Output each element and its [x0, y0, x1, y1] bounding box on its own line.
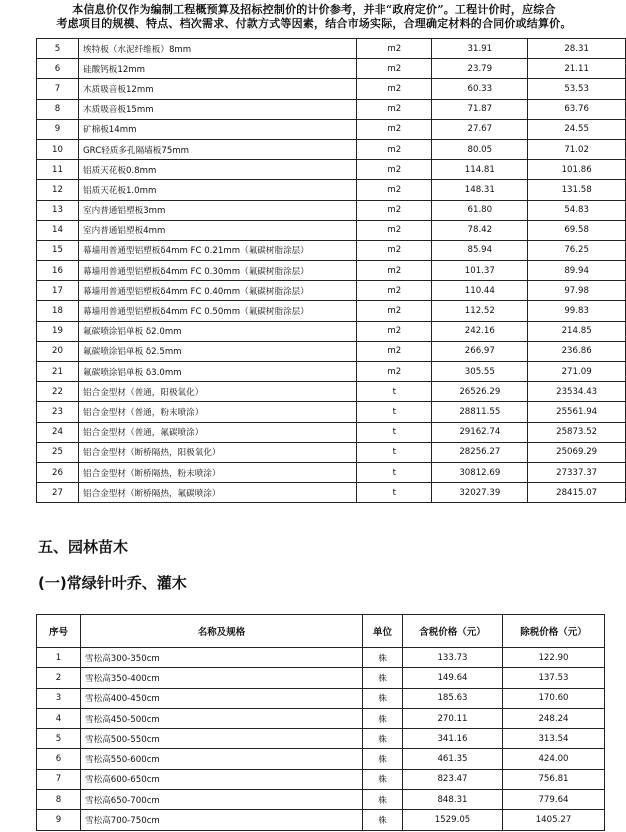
row-number: 8	[37, 790, 81, 810]
tax-price: 27.67	[432, 119, 528, 139]
notax-price: 63.76	[528, 99, 626, 119]
row-number: 7	[37, 769, 81, 789]
tax-price: 305.55	[432, 362, 528, 382]
table-row	[37, 708, 605, 728]
table-row	[37, 688, 605, 708]
tax-price: 114.81	[432, 160, 528, 180]
table-row	[37, 402, 626, 422]
unit: 株	[363, 648, 403, 668]
notax-price: 137.53	[503, 668, 605, 688]
unit: m2	[357, 180, 432, 200]
item-name: GRC轻质多孔隔墙板75mm	[79, 139, 357, 159]
notax-price: 214.85	[528, 321, 626, 341]
row-number: 25	[37, 442, 79, 462]
unit: m2	[357, 301, 432, 321]
unit: m2	[357, 79, 432, 99]
unit: m2	[357, 220, 432, 240]
tax-price: 80.05	[432, 139, 528, 159]
unit: m2	[357, 59, 432, 79]
row-number: 7	[37, 79, 79, 99]
notax-price: 24.55	[528, 119, 626, 139]
item-name: 室内普通铝塑板3mm	[79, 200, 357, 220]
row-number: 8	[37, 99, 79, 119]
row-number: 3	[37, 688, 81, 708]
table-row	[37, 200, 626, 220]
notax-price: 97.98	[528, 281, 626, 301]
row-number: 23	[37, 402, 79, 422]
table-row	[37, 668, 605, 688]
notax-price: 25069.29	[528, 442, 626, 462]
item-name: 氟碳喷涂铝单板 δ3.0mm	[79, 362, 357, 382]
item-name: 木质吸音板15mm	[79, 99, 357, 119]
notax-price: 76.25	[528, 240, 626, 260]
notax-price: 54.83	[528, 200, 626, 220]
notax-price: 69.58	[528, 220, 626, 240]
unit: m2	[357, 261, 432, 281]
item-name: 铝合金型材（普通，阳极氧化）	[79, 382, 357, 402]
nursery-price-table	[36, 614, 605, 831]
tax-price: 266.97	[432, 341, 528, 361]
row-number: 6	[37, 59, 79, 79]
table-row	[37, 769, 605, 789]
unit: 株	[363, 729, 403, 749]
row-number: 21	[37, 362, 79, 382]
table-row	[37, 790, 605, 810]
item-name: 铝合金型材（普通，粉末喷涂）	[79, 402, 357, 422]
notax-price: 779.64	[503, 790, 605, 810]
unit: t	[357, 462, 432, 482]
table-row	[37, 483, 626, 503]
tax-price: 133.73	[403, 648, 503, 668]
item-name: 雪松高300-350cm	[81, 648, 363, 668]
row-number: 1	[37, 648, 81, 668]
unit: m2	[357, 341, 432, 361]
tax-price: 30812.69	[432, 462, 528, 482]
tax-price: 78.42	[432, 220, 528, 240]
row-number: 17	[37, 281, 79, 301]
tax-price: 71.87	[432, 99, 528, 119]
item-name: 雪松高450-500cm	[81, 708, 363, 728]
notax-price: 271.09	[528, 362, 626, 382]
notax-price: 53.53	[528, 79, 626, 99]
tax-price: 110.44	[432, 281, 528, 301]
tax-price: 148.31	[432, 180, 528, 200]
tax-price: 28256.27	[432, 442, 528, 462]
table-row	[37, 729, 605, 749]
item-name: 铝质天花板1.0mm	[79, 180, 357, 200]
notax-price: 122.90	[503, 648, 605, 668]
notax-price: 89.94	[528, 261, 626, 281]
row-number: 26	[37, 462, 79, 482]
row-number: 2	[37, 668, 81, 688]
unit: 株	[363, 769, 403, 789]
unit: m2	[357, 321, 432, 341]
table-row	[37, 261, 626, 281]
item-name: 铝合金型材（断桥隔热，粉末喷涂）	[79, 462, 357, 482]
unit: m2	[357, 362, 432, 382]
table-row	[37, 321, 626, 341]
table-row	[37, 119, 626, 139]
notax-price: 424.00	[503, 749, 605, 769]
header-unit: 单位	[363, 615, 403, 648]
item-name: 幕墙用普通型铝塑板δ4mm FC 0.40mm（氟碳树脂涂层）	[79, 281, 357, 301]
notax-price: 27337.37	[528, 462, 626, 482]
tax-price: 242.16	[432, 321, 528, 341]
item-name: 幕墙用普通型铝塑板δ4mm FC 0.21mm（氟碳树脂涂层）	[79, 240, 357, 260]
row-number: 9	[37, 810, 81, 830]
notice-line-2: 考虑项目的规模、特点、档次需求、付款方式等因素，结合市场实际，合理确定材料的合同价或结算价。	[56, 17, 572, 30]
notax-price: 71.02	[528, 139, 626, 159]
tax-price: 112.52	[432, 301, 528, 321]
table-row	[37, 180, 626, 200]
tax-price: 270.11	[403, 708, 503, 728]
row-number: 13	[37, 200, 79, 220]
notax-price: 313.54	[503, 729, 605, 749]
unit: m2	[357, 99, 432, 119]
item-name: 矿棉板14mm	[79, 119, 357, 139]
row-number: 14	[37, 220, 79, 240]
tax-price: 461.35	[403, 749, 503, 769]
notax-price: 248.24	[503, 708, 605, 728]
item-name: 铝合金型材（普通，氟碳喷涂）	[79, 422, 357, 442]
unit: t	[357, 402, 432, 422]
row-number: 4	[37, 708, 81, 728]
unit: 株	[363, 688, 403, 708]
tax-price: 29162.74	[432, 422, 528, 442]
unit: 株	[363, 810, 403, 830]
table-row	[37, 442, 626, 462]
item-name: 雪松高500-550cm	[81, 729, 363, 749]
notax-price: 21.11	[528, 59, 626, 79]
header-notax-price: 除税价格（元）	[503, 615, 605, 648]
row-number: 22	[37, 382, 79, 402]
tax-price: 61.80	[432, 200, 528, 220]
table-row	[37, 139, 626, 159]
row-number: 12	[37, 180, 79, 200]
notax-price: 170.60	[503, 688, 605, 708]
item-name: 氟碳喷涂铝单板 δ2.0mm	[79, 321, 357, 341]
item-name: 室内普通铝塑板4mm	[79, 220, 357, 240]
table-row	[37, 79, 626, 99]
unit: m2	[357, 281, 432, 301]
table-row	[37, 240, 626, 260]
notax-price: 28415.07	[528, 483, 626, 503]
item-name: 雪松高700-750cm	[81, 810, 363, 830]
item-name: 雪松高350-400cm	[81, 668, 363, 688]
row-number: 16	[37, 261, 79, 281]
unit: 株	[363, 749, 403, 769]
notax-price: 1405.27	[503, 810, 605, 830]
tax-price: 341.16	[403, 729, 503, 749]
table-row	[37, 341, 626, 361]
tax-price: 60.33	[432, 79, 528, 99]
unit: m2	[357, 240, 432, 260]
item-name: 雪松高650-700cm	[81, 790, 363, 810]
table-row	[37, 422, 626, 442]
item-name: 硅酸钙板12mm	[79, 59, 357, 79]
tax-price: 23.79	[432, 59, 528, 79]
tax-price: 185.63	[403, 688, 503, 708]
row-number: 18	[37, 301, 79, 321]
tax-price: 26526.29	[432, 382, 528, 402]
header-name: 名称及规格	[81, 615, 363, 648]
unit: t	[357, 382, 432, 402]
table-row	[37, 749, 605, 769]
tax-price: 848.31	[403, 790, 503, 810]
unit: t	[357, 483, 432, 503]
tax-price: 1529.05	[403, 810, 503, 830]
unit: m2	[357, 139, 432, 159]
row-number: 11	[37, 160, 79, 180]
notax-price: 25873.52	[528, 422, 626, 442]
table-row	[37, 462, 626, 482]
table-row	[37, 362, 626, 382]
item-name: 雪松高550-600cm	[81, 749, 363, 769]
unit: 株	[363, 790, 403, 810]
table-row	[37, 281, 626, 301]
item-name: 埃特板（水泥纤维板）8mm	[79, 39, 357, 59]
item-name: 幕墙用普通型铝塑板δ4mm FC 0.30mm（氟碳树脂涂层）	[79, 261, 357, 281]
notax-price: 756.81	[503, 769, 605, 789]
header-tax-price: 含税价格（元）	[403, 615, 503, 648]
table-row	[37, 39, 626, 59]
item-name: 铝质天花板0.8mm	[79, 160, 357, 180]
tax-price: 32027.39	[432, 483, 528, 503]
table-row	[37, 810, 605, 830]
item-name: 氟碳喷涂铝单板 δ2.5mm	[79, 341, 357, 361]
table-row	[37, 59, 626, 79]
notax-price: 131.58	[528, 180, 626, 200]
sub-heading: (一)常绿针叶乔、灌木	[38, 574, 187, 592]
notax-price: 28.31	[528, 39, 626, 59]
unit: t	[357, 422, 432, 442]
notice-text	[34, 3, 594, 31]
tax-price: 101.37	[432, 261, 528, 281]
unit: t	[357, 442, 432, 462]
table-row	[37, 160, 626, 180]
tax-price: 85.94	[432, 240, 528, 260]
notax-price: 23534.43	[528, 382, 626, 402]
unit: m2	[357, 160, 432, 180]
materials-price-table	[36, 38, 626, 503]
item-name: 雪松高600-650cm	[81, 769, 363, 789]
table-row	[37, 382, 626, 402]
item-name: 木质吸音板12mm	[79, 79, 357, 99]
unit: m2	[357, 119, 432, 139]
row-number: 24	[37, 422, 79, 442]
table-row	[37, 301, 626, 321]
unit: 株	[363, 708, 403, 728]
row-number: 19	[37, 321, 79, 341]
tax-price: 28811.55	[432, 402, 528, 422]
row-number: 5	[37, 39, 79, 59]
row-number: 5	[37, 729, 81, 749]
row-number: 20	[37, 341, 79, 361]
item-name: 幕墙用普通型铝塑板δ4mm FC 0.50mm（氟碳树脂涂层）	[79, 301, 357, 321]
table-row	[37, 648, 605, 668]
unit: m2	[357, 200, 432, 220]
notice-line-1: 本信息价仅作为编制工程概预算及招标控制价的计价参考，并非“政府定价”。工程计价时，应综合	[72, 3, 556, 16]
row-number: 15	[37, 240, 79, 260]
notax-price: 99.83	[528, 301, 626, 321]
row-number: 27	[37, 483, 79, 503]
item-name: 雪松高400-450cm	[81, 688, 363, 708]
table-header-row	[37, 615, 605, 648]
unit: m2	[357, 39, 432, 59]
table-row	[37, 220, 626, 240]
tax-price: 31.91	[432, 39, 528, 59]
item-name: 铝合金型材（断桥隔热，氟碳喷涂）	[79, 483, 357, 503]
notax-price: 25561.94	[528, 402, 626, 422]
row-number: 9	[37, 119, 79, 139]
row-number: 6	[37, 749, 81, 769]
tax-price: 149.64	[403, 668, 503, 688]
header-no: 序号	[37, 615, 81, 648]
notax-price: 101.86	[528, 160, 626, 180]
section-heading: 五、园林苗木	[38, 538, 129, 556]
tax-price: 823.47	[403, 769, 503, 789]
row-number: 10	[37, 139, 79, 159]
item-name: 铝合金型材（断桥隔热，阳极氧化）	[79, 442, 357, 462]
nursery-price-table-body	[37, 648, 605, 831]
notax-price: 236.86	[528, 341, 626, 361]
materials-price-table-body	[37, 39, 626, 503]
table-row	[37, 99, 626, 119]
unit: 株	[363, 668, 403, 688]
